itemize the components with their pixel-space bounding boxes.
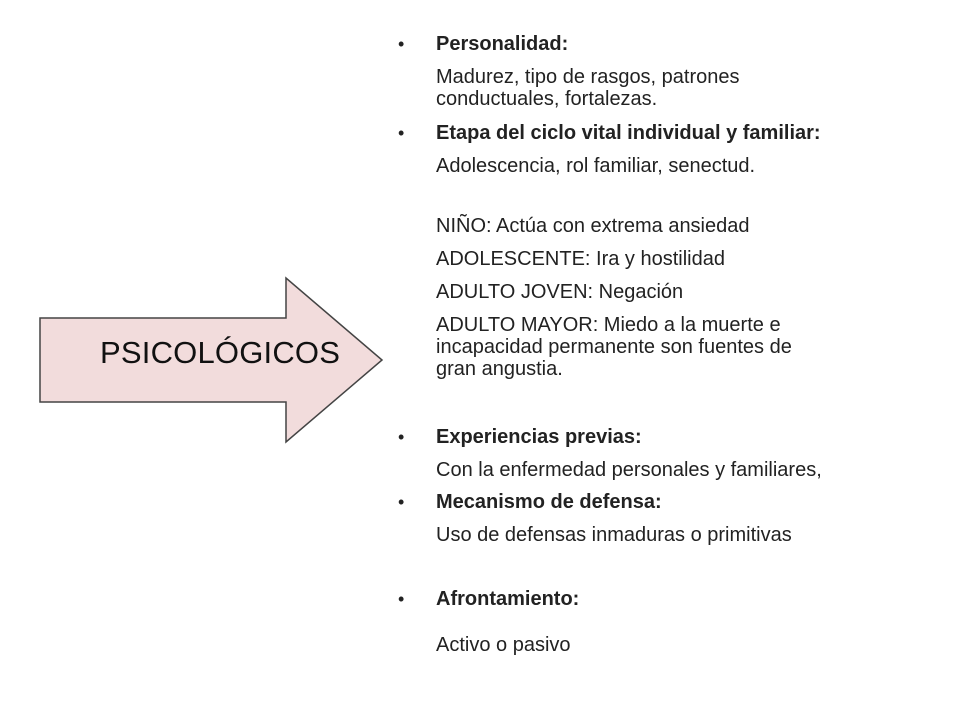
item-text: Adolescencia, rol familiar, senectud. [436, 155, 756, 177]
item-text: gran angustia. [436, 358, 563, 380]
item-text: Con la enfermedad personales y familiares, [436, 459, 822, 481]
bullet-marker: • [398, 427, 405, 447]
item-text: Uso de defensas inmaduras o primitivas [436, 524, 792, 546]
item-heading: Mecanismo de defensa: [436, 491, 662, 513]
bullet-marker: • [398, 34, 405, 54]
item-text: ADOLESCENTE: Ira y hostilidad [436, 248, 725, 270]
bullet-marker: • [398, 123, 405, 143]
item-text: Madurez, tipo de rasgos, patrones [436, 66, 740, 88]
item-text: Activo o pasivo [436, 634, 571, 656]
item-heading: Afrontamiento: [436, 588, 580, 610]
item-text: NIÑO: Actúa con extrema ansiedad [436, 215, 750, 237]
bullet-marker: • [398, 589, 405, 609]
item-heading: Etapa del ciclo vital individual y familiar: [436, 122, 821, 144]
item-heading: Personalidad: [436, 33, 569, 55]
item-text: ADULTO MAYOR: Miedo a la muerte e [436, 314, 781, 336]
item-heading: Experiencias previas: [436, 426, 642, 448]
item-text: conductuales, fortalezas. [436, 88, 658, 110]
item-text: ADULTO JOVEN: Negación [436, 281, 684, 303]
item-text: incapacidad permanente son fuentes de [436, 336, 792, 358]
bullet-marker: • [398, 492, 405, 512]
arrow-label: PSICOLÓGICOS [100, 335, 341, 370]
